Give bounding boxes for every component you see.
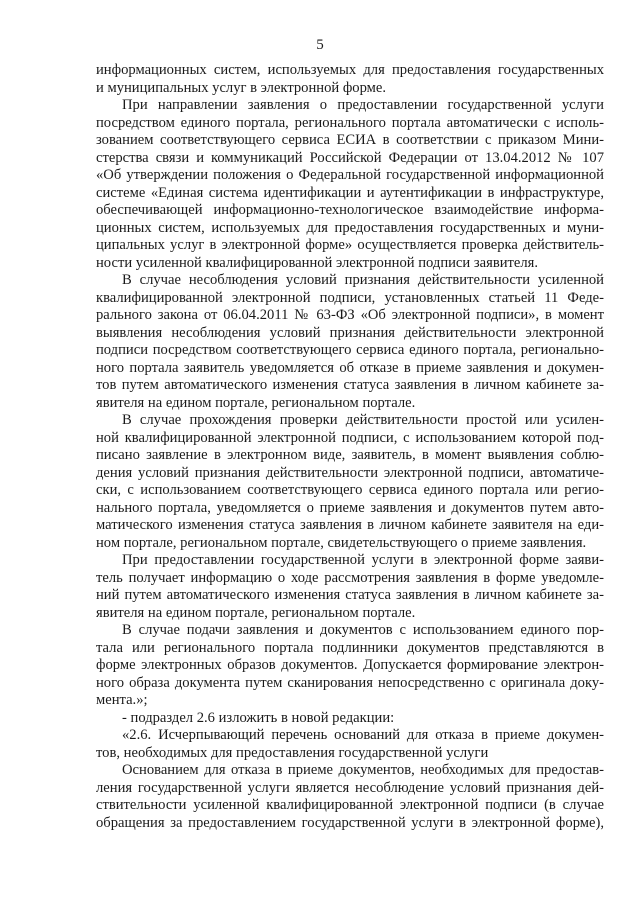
text-line: При предоставлении государственной услуги в электронной форме заяви- <box>122 552 604 568</box>
text-line: тов путем автоматического изменения статуса заявления в личном кабинете за- <box>96 377 604 393</box>
text-line: При направлении заявления о предоставлении государственной услуги <box>122 97 604 113</box>
text-line: обеспечивающей информационно-технологическое взаимодействие информа- <box>96 202 604 218</box>
document-body <box>96 62 604 832</box>
text-line: явителя на едином портале, региональном портале. <box>96 604 416 621</box>
text-line: дения условий признания действительности электронной подписи, автоматиче- <box>96 464 604 481</box>
text-line: форме электронных образов документов. Допускается формирование электрон- <box>96 657 604 673</box>
text-line: подписи посредством соответствующего сервиса единого портала, регионально- <box>96 342 604 358</box>
text-line: выявления несоблюдения условий признания действительности электронной <box>96 324 604 341</box>
text-line: ного портала заявитель уведомляется об отказе в приеме заявления и докумен- <box>96 359 604 376</box>
text-line: В случае несоблюдения условий признания действительности усиленной <box>122 272 604 288</box>
page-number: 5 <box>316 37 324 53</box>
text-line: ципальных услуг в электронной форме» осуществляется проверка действитель- <box>96 237 604 253</box>
text-line: ности усиленной квалифицированной электронной подписи заявителя. <box>96 254 539 271</box>
text-line: тель получает информацию о ходе рассмотрения заявления в форме уведомле- <box>96 569 604 586</box>
text-line: ления государственной услуги является несоблюдение условий признания дей- <box>96 779 604 796</box>
text-line: зованием соответствующего сервиса ЕСИА в соответствии с приказом Мини- <box>96 132 604 148</box>
text-line: ствительности усиленной квалифицированной электронной подписи (в случае <box>96 797 604 813</box>
text-line: ний путем автоматического изменения статуса заявления в личном кабинете за- <box>96 587 604 603</box>
text-line: явителя на едином портале, региональном портале. <box>96 394 416 411</box>
text-line: ном портале, региональном портале, свидетельствующего о приеме заявления. <box>96 534 587 551</box>
text-line: В случае подачи заявления и документов с использованием единого пор- <box>122 622 604 638</box>
text-line: квалифицированной электронной подписи, установленных статьей 11 Феде- <box>96 289 604 306</box>
text-line: ционных систем, используемых для предоставления государственных и муни- <box>96 219 604 236</box>
text-line: писано заявление в электронном виде, заявитель, в момент выявления соблю- <box>96 447 604 463</box>
text-line: обращения за предоставлением государственной услуги в электронной форме), <box>96 814 604 831</box>
text-line: информационных систем, используемых для предоставления государственных <box>96 62 604 78</box>
text-line: мента.»; <box>96 692 148 708</box>
text-line: тов, необходимых для предоставления государственной услуги <box>96 744 489 761</box>
text-line: ной квалифицированной электронной подписи, с использованием которой под- <box>96 429 604 446</box>
text-line: рального закона от 06.04.2011 № 63-ФЗ «Об электронной подписи», в момент <box>96 307 604 323</box>
text-line: «2.6. Исчерпывающий перечень оснований для отказа в приеме докумен- <box>122 727 604 743</box>
text-line: В случае прохождения проверки действительности простой или усилен- <box>122 412 604 428</box>
text-line: ски, с использованием соответствующего сервиса единого портала или регио- <box>96 482 604 498</box>
text-line: Основанием для отказа в приеме документов, необходимых для предостав- <box>122 762 604 778</box>
text-line: системе «Единая система идентификации и аутентификации в инфраструктуре, <box>96 184 604 201</box>
text-line: тала или регионального портала подлинники документов представляются в <box>96 639 604 656</box>
text-line: и муниципальных услуг в электронной форме. <box>96 79 387 96</box>
text-line: матического изменения статуса заявления в личном кабинете заявителя на еди- <box>96 517 604 533</box>
text-line: нального портала, уведомляется о приеме заявления и документов путем авто- <box>96 499 604 516</box>
text-line: ного образа документа путем сканирования непосредственно с оригинала доку- <box>96 674 604 691</box>
text-line: посредством единого портала, регионального портала автоматически с исполь- <box>96 114 604 131</box>
text-line: стерства связи и коммуникаций Российской Федерации от 13.04.2012 № 107 <box>96 149 604 166</box>
text-line: - подраздел 2.6 изложить в новой редакции: <box>122 709 395 726</box>
text-line: «Об утверждении положения о Федеральной государственной информационной <box>96 167 604 183</box>
